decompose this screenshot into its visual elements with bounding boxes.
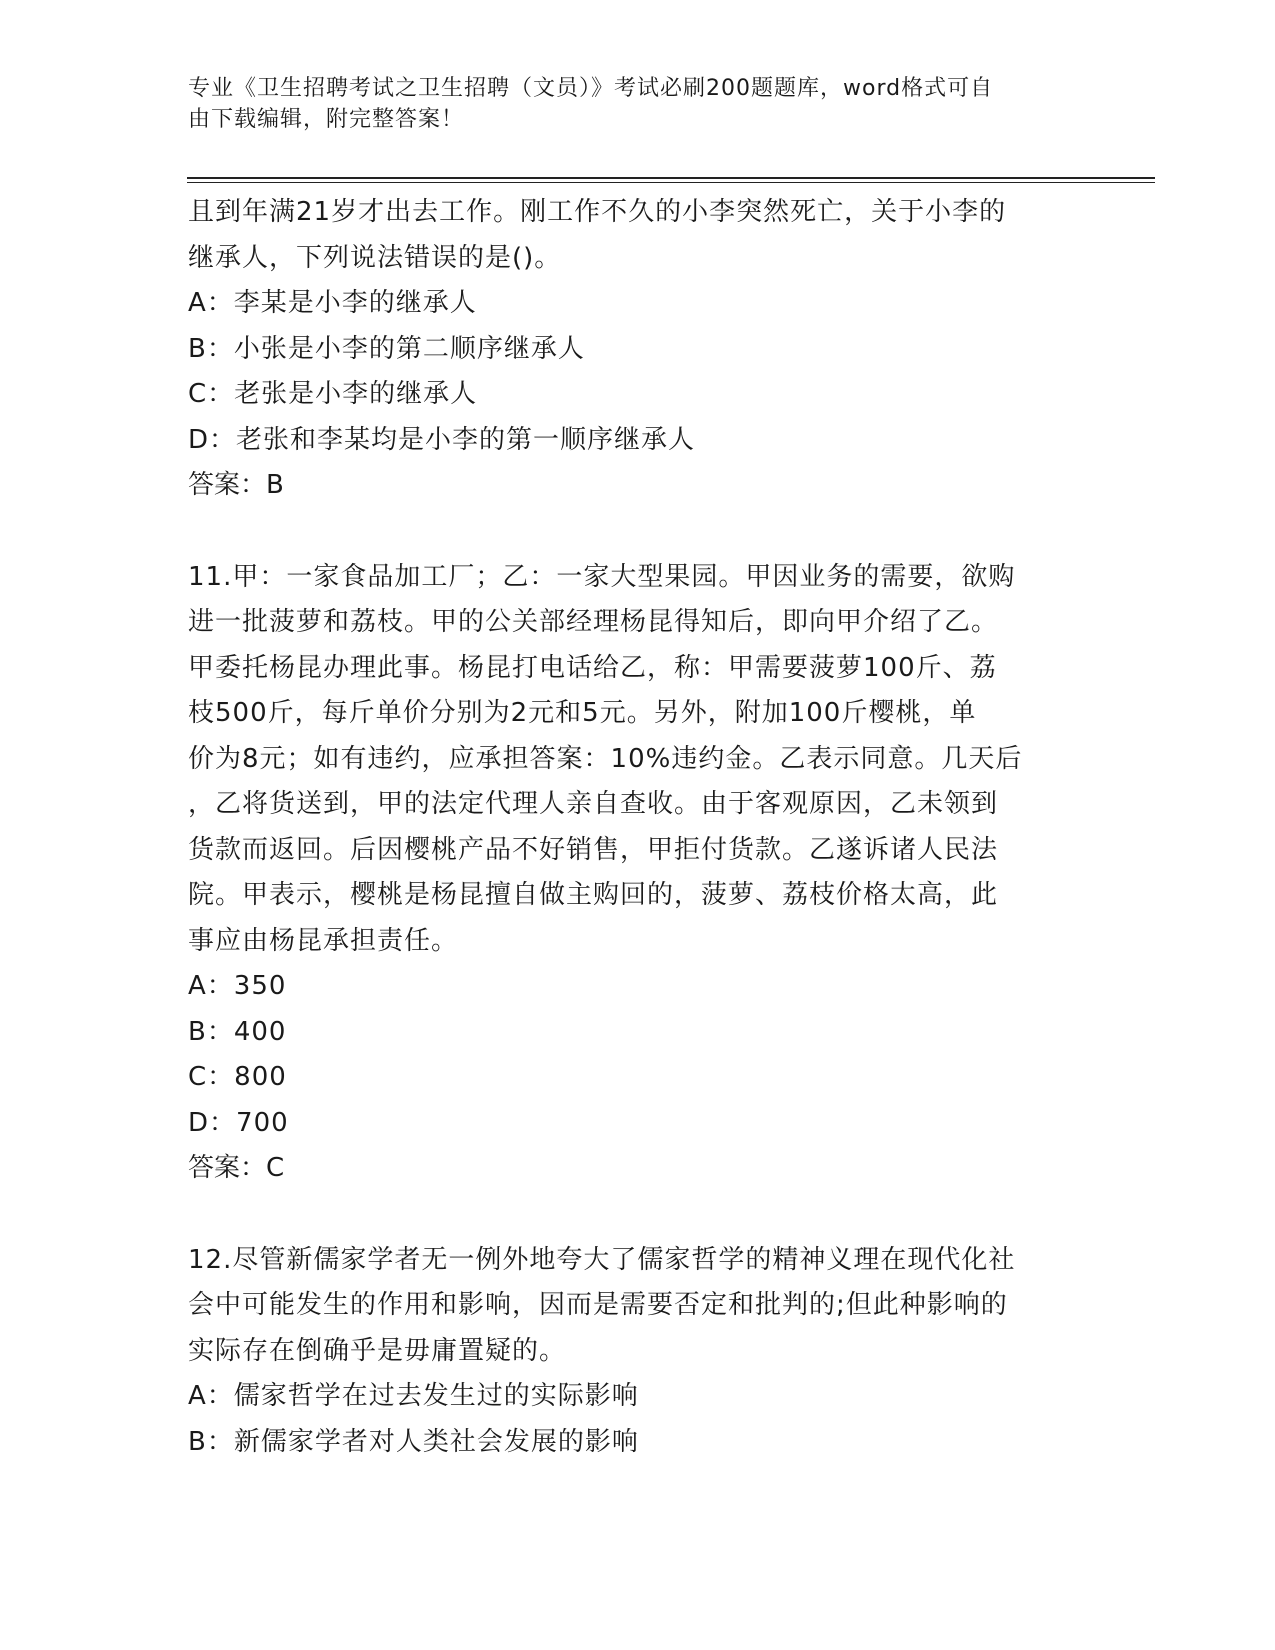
header-line-1: 专业《卫生招聘考试之卫生招聘（文员）》考试必刷200题题库，word格式可自	[188, 76, 994, 101]
question-stem-line: 院。甲表示，樱桃是杨昆擅自做主购回的，菠萝、荔枝价格太高，此	[188, 880, 999, 910]
question-11	[188, 555, 1088, 1192]
option-b: B：400	[188, 1016, 287, 1047]
question-stem-line: 甲委托杨昆办理此事。杨昆打电话给乙，称：甲需要菠萝100斤、荔	[188, 652, 997, 683]
document-body	[188, 190, 1088, 1465]
option-a: A：李某是小李的继承人	[188, 288, 477, 318]
question-stem-line: ，乙将货送到，甲的法定代理人亲自查收。由于客观原因，乙未领到	[188, 789, 999, 819]
question-stem-line: 11.甲：一家食品加工厂；乙：一家大型果园。甲因业务的需要，欲购	[188, 561, 1016, 592]
option-c: C：800	[188, 1062, 287, 1092]
question-10	[188, 190, 1088, 509]
question-stem-line: 事应由杨昆承担责任。	[188, 925, 459, 956]
question-stem-line: 12.尽管新儒家学者无一例外地夸大了儒家哲学的精神义理在现代化社	[188, 1244, 1016, 1275]
option-b: B：新儒家学者对人类社会发展的影响	[188, 1426, 639, 1457]
question-stem-line: 实际存在倒确乎是毋庸置疑的。	[188, 1335, 567, 1366]
question-stem-line: 会中可能发生的作用和影响，因而是需要否定和批判的;但此种影响的	[188, 1290, 1008, 1320]
question-stem-line: 继承人，下列说法错误的是()。	[188, 242, 562, 273]
option-b: B：小张是小李的第二顺序继承人	[188, 333, 585, 364]
answer-label: 答案：C	[188, 1153, 285, 1183]
question-stem-line: 且到年满21岁才出去工作。刚工作不久的小李突然死亡，关于小李的	[188, 197, 1007, 227]
header-line-2: 由下载编辑，附完整答案！	[188, 107, 465, 132]
option-d: D：700	[188, 1107, 289, 1138]
option-a: A：350	[188, 971, 287, 1001]
document-header	[188, 73, 1068, 135]
question-stem-line: 枝500斤，每斤单价分别为2元和5元。另外，附加100斤樱桃，单	[188, 698, 977, 728]
answer-label: 答案：B	[188, 470, 284, 500]
header-divider-thin	[187, 182, 1155, 183]
option-d: D：老张和李某均是小李的第一顺序继承人	[188, 424, 696, 455]
question-stem-line: 进一批菠萝和荔枝。甲的公关部经理杨昆得知后，即向甲介绍了乙。	[188, 607, 999, 637]
header-divider-thick	[187, 177, 1155, 179]
option-a: A：儒家哲学在过去发生过的实际影响	[188, 1381, 639, 1411]
question-stem-line: 货款而返回。后因樱桃产品不好销售，甲拒付货款。乙遂诉诸人民法	[188, 834, 999, 865]
question-12	[188, 1238, 1088, 1466]
question-stem-line: 价为8元；如有违约，应承担答案：10%违约金。乙表示同意。几天后	[188, 743, 1023, 774]
option-c: C：老张是小李的继承人	[188, 379, 478, 409]
